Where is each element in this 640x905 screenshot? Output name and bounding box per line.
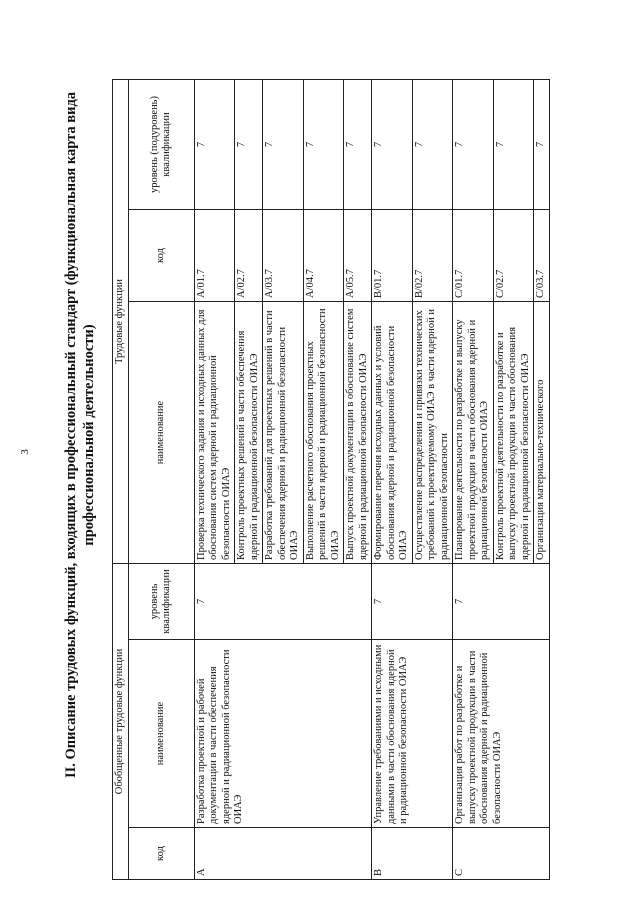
function-code: A/03.7 [263, 210, 304, 302]
function-name: Выпуск проектной документации в обоснование систем ядерной и радиационной безопасности ОИАЭ [344, 302, 372, 564]
function-level: 7 [534, 79, 550, 209]
function-name: Осуществление распределения и привязки технических требований к проектируемому ОИАЭ в части ядерной и радиационной безопасности [412, 302, 453, 564]
group-level: 7 [194, 564, 372, 640]
function-level: 7 [412, 79, 453, 209]
function-code: B/02.7 [412, 210, 453, 302]
group-code: B [372, 828, 453, 880]
header-labor-functions: Трудовые функции [113, 79, 129, 563]
functional-map-table [112, 79, 550, 880]
function-name: Выполнение расчетного обоснования проектных решений в части ядерной и радиационной безопасности ОИАЭ [303, 302, 344, 564]
function-code: A/05.7 [344, 210, 372, 302]
page-number: 3 [18, 449, 31, 455]
function-code: C/02.7 [493, 210, 534, 302]
function-level: 7 [194, 79, 235, 209]
function-code: A/04.7 [303, 210, 344, 302]
page-title: II. Описание трудовых функций, входящих в профессиональный стандарт (функциональная карта вида профессиональной деятельности) [63, 91, 97, 779]
group-code: C [453, 828, 550, 880]
table-row [453, 79, 494, 879]
function-name: Организация материально-технического [534, 302, 550, 564]
function-name: Проверка технического задания и исходных данных для обоснования систем ядерной и радиационной безопасности ОИАЭ [194, 302, 235, 564]
function-name: Контроль проектных решений в части обеспечения ядерной и радиационной безопасности ОИАЭ [235, 302, 263, 564]
header-level: уровень квалификации [128, 564, 194, 640]
function-level: 7 [263, 79, 304, 209]
function-level: 7 [235, 79, 263, 209]
function-name: Разработка требований для проектных решений в части обеспечения ядерной и радиационной безопасности ОИАЭ [263, 302, 304, 564]
function-level: 7 [493, 79, 534, 209]
function-name: Формирование перечня исходных данных и условий обоснования ядерной и радиационной безопасности ОИАЭ [372, 302, 413, 564]
table-row [194, 79, 235, 879]
group-name: Управление требованиями и исходными данными в части обоснования ядерной и радиационной безопасности ОИАЭ [372, 640, 453, 828]
group-level: 7 [372, 564, 453, 640]
function-level: 7 [303, 79, 344, 209]
group-level: 7 [453, 564, 550, 640]
function-level: 7 [344, 79, 372, 209]
function-code: A/02.7 [235, 210, 263, 302]
header-name: наименование [128, 640, 194, 828]
function-level: 7 [372, 79, 413, 209]
header-generalized-functions: Обобщенные трудовые функции [113, 564, 129, 880]
header-function-name: наименование [128, 302, 194, 564]
header-function-level: уровень (подуровень) квалификации [128, 79, 194, 209]
function-code: A/01.7 [194, 210, 235, 302]
function-code: C/01.7 [453, 210, 494, 302]
function-name: Контроль проектной деятельности по разработке и выпуску проектной продукции в части обоснования ядерной и радиационной безопасности ОИАЭ [493, 302, 534, 564]
group-name: Организация работ по разработке и выпуску проектной продукции в части обоснования ядерной и радиационной безопасности ОИАЭ [453, 640, 550, 828]
function-name: Планирование деятельности по разработке и выпуску проектной продукции в части обоснования ядерной и радиационной безопасности ОИАЭ [453, 302, 494, 564]
header-code: код [128, 828, 194, 880]
group-name: Разработка проектной и рабочей документации в части обеспечения ядерной и радиационной безопасности ОИАЭ [194, 640, 372, 828]
function-code: C/03.7 [534, 210, 550, 302]
group-code: A [194, 828, 372, 880]
function-level: 7 [453, 79, 494, 209]
function-code: B/01.7 [372, 210, 413, 302]
header-function-code: код [128, 210, 194, 302]
table-row [372, 79, 413, 879]
